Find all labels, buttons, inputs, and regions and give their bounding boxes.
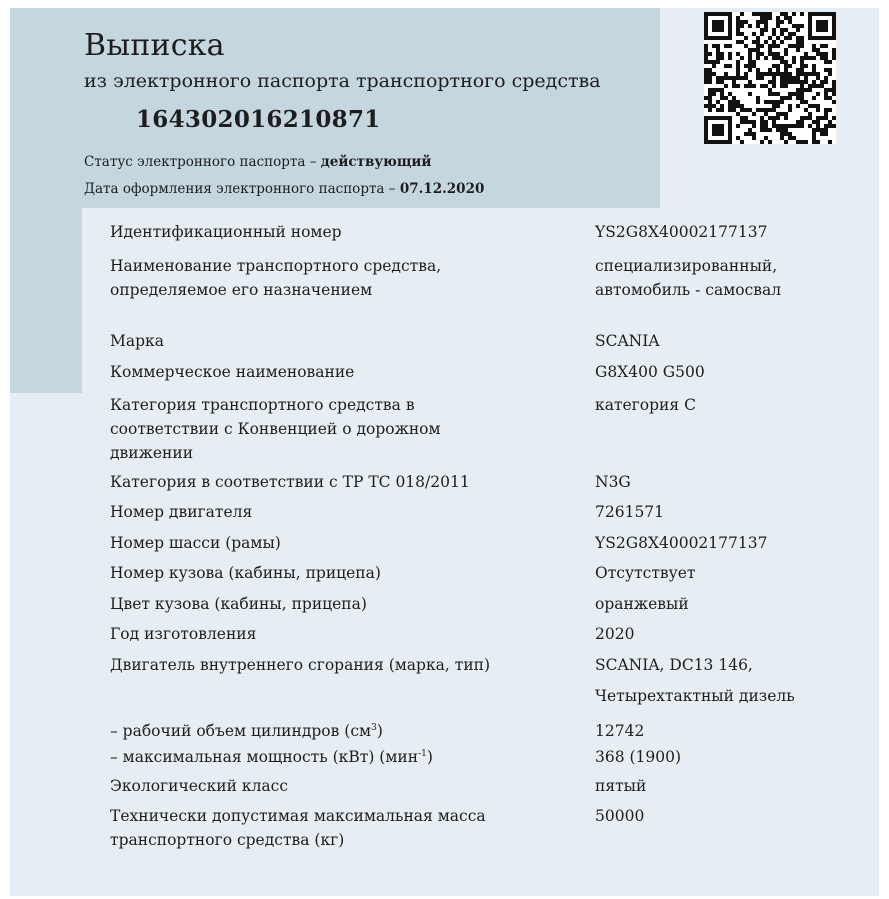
row-value: YS2G8X40002177137 [595, 223, 768, 241]
row-label: Номер двигателя [110, 503, 253, 521]
row-label: Марка [110, 332, 164, 350]
row-label: Технически допустимая максимальная масса транспортного средства (кг) [110, 807, 486, 849]
row-value: категория C [595, 396, 696, 414]
row-label: Идентификационный номер [110, 223, 342, 241]
row-value: 2020 [595, 625, 635, 643]
row-label: Год изготовления [110, 625, 257, 643]
document-number: 164302016210871 [136, 106, 381, 133]
document-title: Выписка [84, 28, 225, 63]
row-value: SCANIA, DC13 146, [595, 656, 753, 674]
row-value: YS2G8X40002177137 [595, 534, 768, 552]
row-value: SCANIA [595, 332, 660, 350]
status-label: Статус электронного паспорта – [84, 154, 321, 170]
issue-date-label: Дата оформления электронного паспорта – [84, 181, 400, 197]
extract-document [10, 8, 879, 896]
row-value-line2: Четырехтактный дизель [595, 687, 795, 705]
row-label: Экологический класс [110, 777, 289, 795]
row-value: Отсутствует [595, 564, 696, 582]
row-value: G8X400 G500 [595, 363, 705, 381]
row-label: Номер шасси (рамы) [110, 534, 281, 552]
document-subtitle: из электронного паспорта транспортного средства [84, 70, 601, 92]
side-band [10, 208, 82, 393]
status-value: действующий [320, 154, 432, 170]
row-label: – рабочий объем цилиндров $(см^3)$ [110, 722, 383, 740]
issue-date-line [84, 181, 484, 197]
row-value: 12742 [595, 722, 645, 740]
row-value: N3G [595, 473, 631, 491]
row-label: Номер кузова (кабины, прицепа) [110, 564, 381, 582]
issue-date-value: 07.12.2020 [399, 181, 485, 197]
row-label: Наименование транспортного средства, определяемое его назначением [110, 257, 442, 299]
status-line [84, 154, 431, 170]
row-value: специализированный, автомобиль - самосвал [595, 257, 782, 299]
row-label: – максимальная мощность (кВт) (мин$^{-1}$) [110, 748, 433, 766]
row-value: 7261571 [595, 503, 665, 521]
row-label: Категория в соответствии с ТР ТС 018/2011 [110, 473, 470, 491]
row-value: пятый [595, 777, 647, 795]
row-label: Коммерческое наименование [110, 363, 355, 381]
row-value: 50000 [595, 807, 645, 825]
row-label: Цвет кузова (кабины, прицепа) [110, 595, 367, 613]
row-value: оранжевый [595, 595, 689, 613]
qr-code-icon [704, 12, 836, 144]
row-label: Категория транспортного средства в соответствии с Конвенцией о дорожном движении [110, 396, 441, 462]
row-label: Двигатель внутреннего сгорания (марка, тип) [110, 656, 491, 674]
row-value: 368 (1900) [595, 748, 682, 766]
